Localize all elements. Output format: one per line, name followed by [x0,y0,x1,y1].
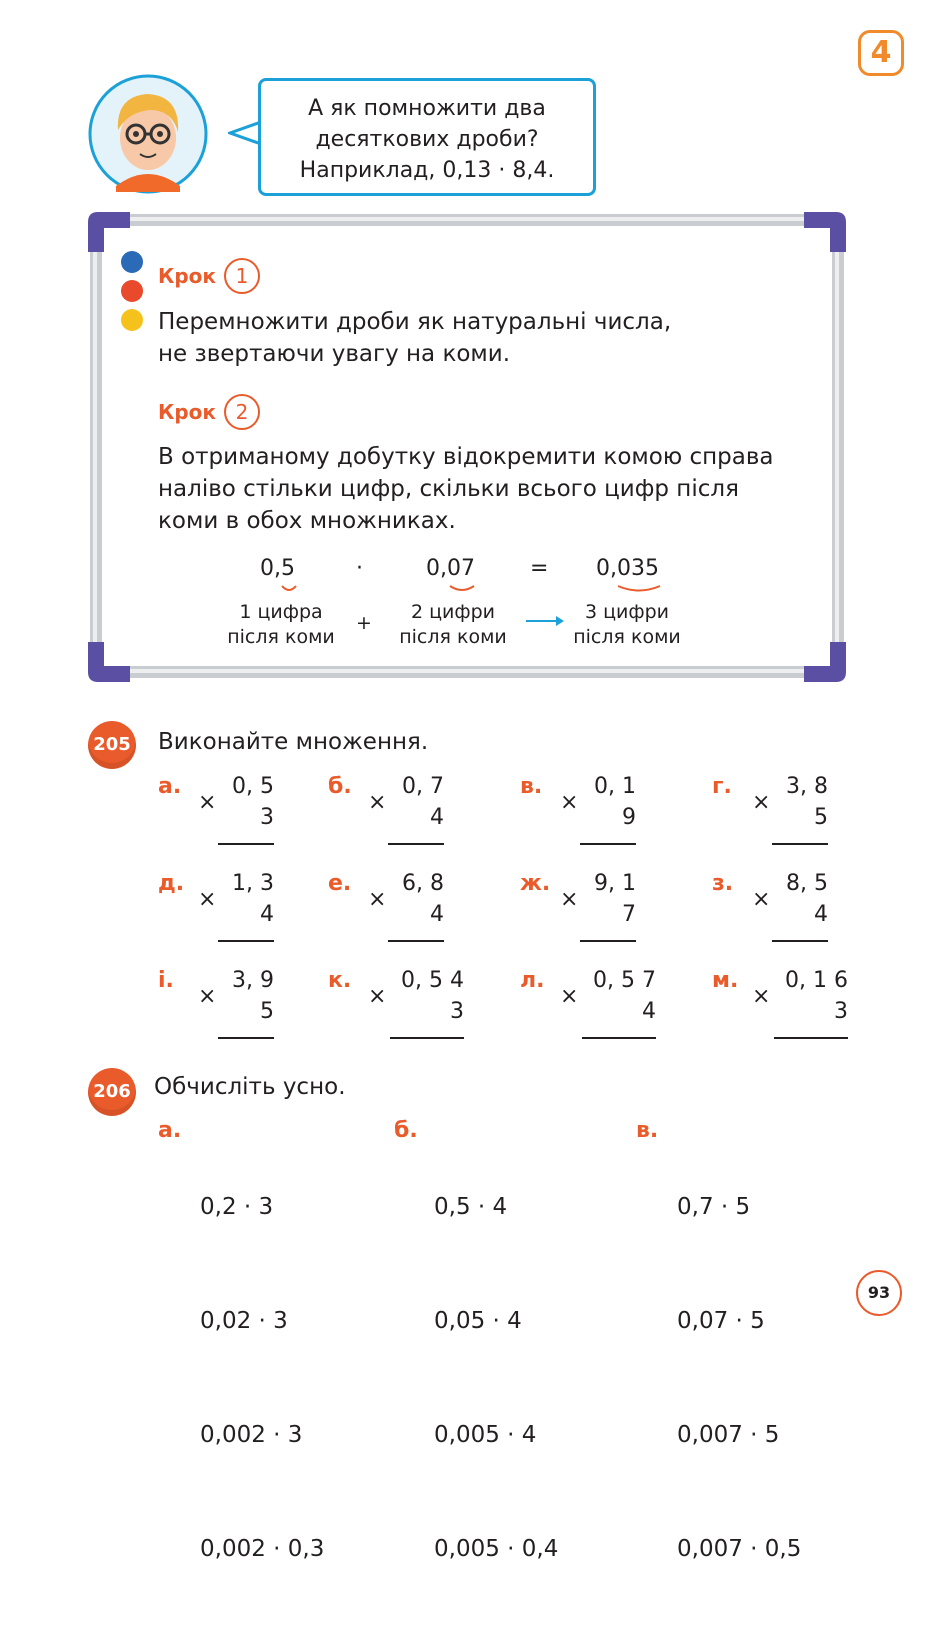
task-206-title: Обчисліть усно. [154,1074,346,1100]
multiplicand: 0, 7 [402,774,444,799]
item-letter: в. [636,1118,659,1143]
multiplier: 9 [622,805,636,830]
expression-line: 0,2 · 3 [200,1194,274,1220]
step1-line: не звертаючи увагу на коми. [158,341,511,367]
item-letter: а. [158,774,182,799]
example-factor-a: 0,5 [260,556,295,581]
result-line [218,940,274,942]
multiplicand: 3, 9 [232,968,274,993]
task-205-badge: 205 [88,721,136,769]
chapter-badge: 4 [858,30,904,76]
step2-text [158,441,774,537]
example-dot: · [356,556,363,581]
expression [434,1112,558,1644]
multiplicand: 9, 1 [594,871,636,896]
multiplicand: 0, 1 [594,774,636,799]
step2-line: наліво стільки цифр, скільки всього цифр після [158,476,739,502]
times-sign: × [368,790,387,815]
arrow-icon [524,614,566,628]
multiplier: 7 [622,902,636,927]
expression-line: 0,002 · 0,3 [200,1536,325,1562]
page-number: 93 [856,1270,902,1316]
item-letter: д. [158,871,185,896]
expression [677,1112,801,1644]
whiteboard-rule [88,212,846,682]
expression-line: 0,007 · 5 [677,1422,780,1448]
result-line [580,940,636,942]
item-letter: б. [328,774,352,799]
expression-line: 0,02 · 3 [200,1308,288,1334]
expression-line: 0,05 · 4 [434,1308,522,1334]
step2-label: Крок [158,400,216,424]
step1-label: Крок [158,264,216,288]
note-plus: + [356,612,372,634]
expression-line: 0,005 · 0,4 [434,1536,559,1562]
item-letter: ж. [520,871,551,896]
note-factor-b [388,600,518,650]
multiplier: 4 [260,902,274,927]
multiplicand: 0, 5 7 [593,968,656,993]
task-205-title: Виконайте множення. [158,729,429,755]
multiplicand: 8, 5 [786,871,828,896]
item-letter: л. [520,968,545,993]
note-line: після коми [399,626,507,648]
result-line [772,940,828,942]
result-line [218,843,274,845]
boy-avatar [88,74,208,194]
times-sign: × [560,887,579,912]
times-sign: × [752,984,771,1009]
multiplicand: 0, 5 4 [401,968,464,993]
step2-line: коми в обох множниках. [158,508,456,534]
times-sign: × [752,887,771,912]
bubble-line: Наприклад, 0,13 · 8,4. [299,158,555,183]
multiplicand: 1, 3 [232,871,274,896]
result-line [772,843,828,845]
multiplier: 3 [260,805,274,830]
example-result: 0,035 [596,556,659,581]
expression-line: 0,002 · 3 [200,1422,303,1448]
result-line [582,1037,656,1039]
step2-line: В отриманому добутку відокремити комою справа [158,444,774,470]
step1-heading [158,258,260,294]
note-line: 1 цифра [239,601,323,623]
multiplier: 4 [814,902,828,927]
example-equals: = [530,556,549,581]
item-letter: і. [158,968,174,993]
times-sign: × [560,790,579,815]
multiplicand: 0, 5 [232,774,274,799]
note-line: після коми [573,626,681,648]
speech-bubble [258,78,596,196]
speech-bubble-tail [228,118,262,148]
note-result [562,600,692,650]
note-line: 3 цифри [584,601,670,623]
item-letter: м. [712,968,739,993]
item-letter: в. [520,774,543,799]
times-sign: × [198,790,217,815]
times-sign: × [198,887,217,912]
item-letter: а. [158,1118,182,1143]
bubble-line: десяткових дроби? [315,127,539,152]
multiplicand: 6, 8 [402,871,444,896]
multiplier: 5 [814,805,828,830]
expression [200,1112,324,1644]
multiplier: 3 [834,999,848,1024]
note-factor-a [216,600,346,650]
expression-line: 0,07 · 5 [677,1308,765,1334]
multiplicand: 3, 8 [786,774,828,799]
result-line [388,843,444,845]
times-sign: × [368,887,387,912]
item-letter: к. [328,968,352,993]
item-letter: г. [712,774,732,799]
multiplicand: 0, 1 6 [785,968,848,993]
times-sign: × [752,790,771,815]
result-line [774,1037,848,1039]
step1-number: 1 [224,258,260,294]
example-factor-b: 0,07 [426,556,475,581]
result-line [218,1037,274,1039]
item-letter: е. [328,871,352,896]
step2-heading [158,394,260,430]
multiplier: 4 [430,902,444,927]
multiplier: 4 [642,999,656,1024]
step1-line: Перемножити дроби як натуральні числа, [158,309,672,335]
expression-line: 0,007 · 0,5 [677,1536,802,1562]
item-letter: б. [394,1118,418,1143]
result-line [388,940,444,942]
bubble-line: А як помножити два [308,96,546,121]
expression-line: 0,5 · 4 [434,1194,508,1220]
step1-text [158,306,671,370]
digit-arcs [88,582,846,596]
times-sign: × [198,984,217,1009]
expression-line: 0,005 · 4 [434,1422,537,1448]
note-line: 2 цифри [410,601,496,623]
step2-number: 2 [224,394,260,430]
multiplier: 4 [430,805,444,830]
times-sign: × [368,984,387,1009]
multiplier: 5 [260,999,274,1024]
expression-line: 0,7 · 5 [677,1194,751,1220]
times-sign: × [560,984,579,1009]
result-line [580,843,636,845]
item-letter: з. [712,871,734,896]
multiplier: 3 [450,999,464,1024]
result-line [390,1037,464,1039]
task-206-badge: 206 [88,1068,136,1116]
note-line: після коми [227,626,335,648]
